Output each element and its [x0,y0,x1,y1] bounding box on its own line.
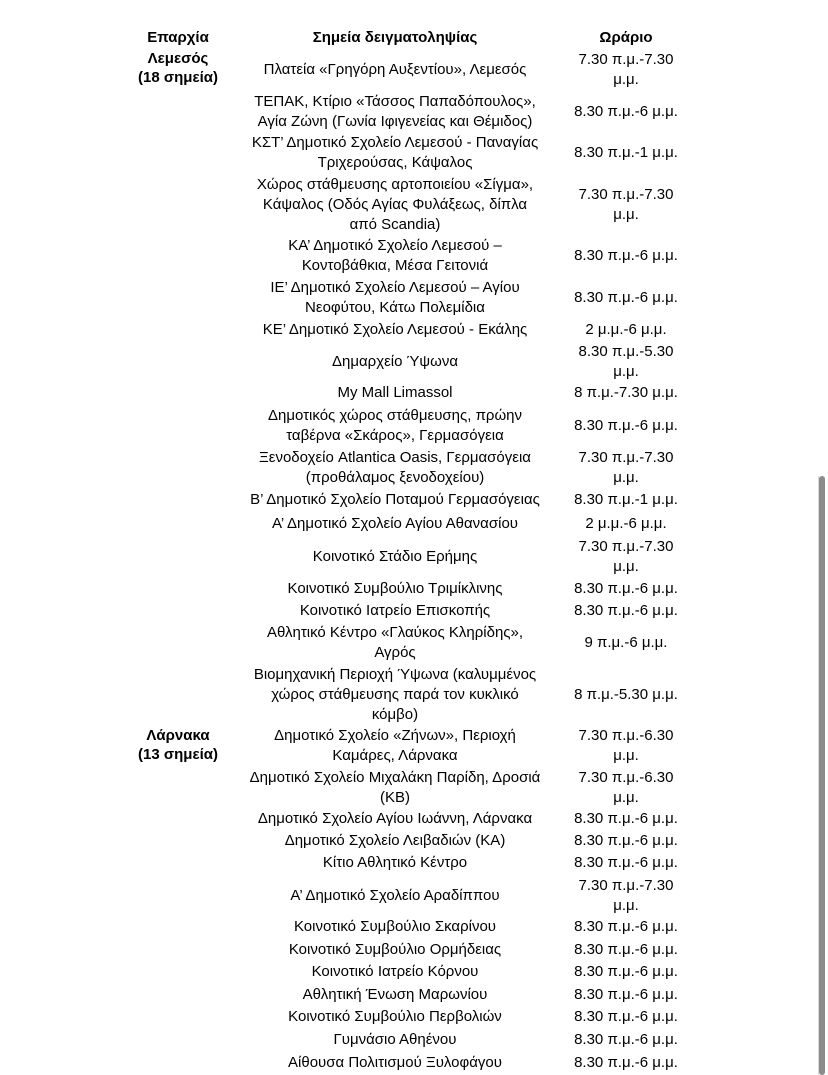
location-cell [226,1052,564,1074]
location-line: Πλατεία «Γρηγόρη Αυξεντίου», Λεμεσός [263,61,527,78]
location-cell [226,319,564,341]
hours-line: 7.30 π.μ.-7.30 [578,51,674,68]
location-line: ΚΑ’ Δημοτικό Σχολείο Λεμεσού – [288,237,502,254]
location-line: Δημοτικό Σχολείο Λειβαδιών (ΚΑ) [284,832,506,849]
location-cell [226,830,564,852]
region-label-line: Λεμεσός [147,50,209,67]
hours-line: 8.30 π.μ.-6 μ.μ. [574,1008,678,1025]
location-line: (προθάλαμος ξενοδοχείου) [305,469,485,486]
location-line: Καμάρες, Λάρνακα [332,747,458,764]
hours-cell [566,725,686,767]
location-cell [226,961,564,983]
hours-cell [566,513,686,535]
location-cell [226,91,564,133]
hours-cell [566,852,686,874]
hours-cell [566,49,686,91]
hours-line: 9 π.μ.-6 μ.μ. [584,634,668,651]
location-line: Α’ Δημοτικό Σχολείο Αραδίππου [290,887,500,904]
location-line: κόμβο) [371,706,419,723]
hours-cell [566,132,686,174]
location-line: χώρος στάθμευσης παρά τον κυκλικό [271,686,519,703]
location-line: My Mall Limassol [337,384,453,401]
hours-cell [566,622,686,664]
location-line: Κοντοβάθκια, Μέσα Γειτονιά [301,257,489,274]
hours-line: μ.μ. [613,469,639,486]
hours-line: 7.30 π.μ.-7.30 [578,538,674,555]
hours-cell [566,1029,686,1051]
hours-cell [566,174,686,236]
hours-line: μ.μ. [613,897,639,914]
location-line: Κοινοτικό Ιατρείο Κόρνου [311,963,479,980]
hours-cell [566,1052,686,1074]
hours-line: 8.30 π.μ.-6 μ.μ. [574,580,678,597]
hours-line: 8 π.μ.-5.30 μ.μ. [574,686,678,703]
hours-cell [566,664,686,726]
location-cell [226,600,564,622]
hours-cell [566,578,686,600]
location-cell [226,341,564,383]
hours-line: 8.30 π.μ.-6 μ.μ. [574,417,678,434]
location-line: ΚΣΤ’ Δημοτικό Σχολείο Λεμεσού - Παναγίας [251,134,539,151]
location-line: Χώρος στάθμευσης αρτοποιείου «Σίγμα», [256,176,534,193]
location-line: Κοινοτικό Συμβούλιο Σκαρίνου [293,918,497,935]
header-region [128,28,228,48]
location-cell [226,578,564,600]
hours-line: 8.30 π.μ.-1 μ.μ. [574,491,678,508]
location-line: από Scandia) [349,216,441,233]
location-cell [226,916,564,938]
location-cell [226,875,564,917]
location-line: Κοινοτικό Συμβούλιο Τριμίκλινης [287,580,503,597]
hours-cell [566,382,686,404]
hours-line: 7.30 π.μ.-7.30 [578,449,674,466]
hours-cell [566,319,686,341]
hours-line: 2 μ.μ.-6 μ.μ. [585,321,667,338]
location-cell [226,767,564,809]
location-line: Κοινοτικό Συμβούλιο Περβολιών [288,1008,502,1025]
region-label-line: Λάρνακα [146,727,210,744]
location-line: Γυμνάσιο Αθηένου [333,1031,457,1048]
hours-line: 7.30 π.μ.-7.30 [578,186,674,203]
location-cell [226,808,564,830]
hours-line: 8.30 π.μ.-6 μ.μ. [574,1031,678,1048]
location-line: Αθλητικό Κέντρο «Γλαύκος Κληρίδης», [266,624,524,641]
hours-line: 8.30 π.μ.-6 μ.μ. [574,854,678,871]
region-label [128,49,228,87]
location-line: Β’ Δημοτικό Σχολείο Ποταμού Γερμασόγειας [250,491,540,508]
location-cell [226,513,564,535]
hours-line: 7.30 π.μ.-7.30 [578,877,674,894]
location-line: Αθλητική Ένωση Μαρωνίου [302,986,488,1003]
location-cell [226,174,564,236]
hours-cell [566,600,686,622]
scrollbar-thumb[interactable] [819,476,825,1075]
hours-line: 8.30 π.μ.-6 μ.μ. [574,963,678,980]
location-cell [226,132,564,174]
hours-line: 8.30 π.μ.-6 μ.μ. [574,810,678,827]
location-cell [226,235,564,277]
hours-line: 8.30 π.μ.-6 μ.μ. [574,1054,678,1071]
hours-line: μ.μ. [613,206,639,223]
hours-line: 8.30 π.μ.-6 μ.μ. [574,941,678,958]
hours-cell [566,939,686,961]
location-line: Κίτιο Αθλητικό Κέντρο [322,854,468,871]
hours-cell [566,916,686,938]
hours-line: μ.μ. [613,363,639,380]
location-cell [226,405,564,447]
region-label-line: (13 σημεία) [138,746,218,763]
hours-cell [566,405,686,447]
hours-cell [566,341,686,383]
hours-cell [566,1006,686,1028]
hours-cell [566,875,686,917]
location-line: Ξενοδοχείο Atlantica Oasis, Γερμασόγεια [259,449,531,466]
hours-cell [566,489,686,511]
location-cell [226,939,564,961]
region-label-line: (18 σημεία) [138,69,218,86]
location-line: ΚΕ’ Δημοτικό Σχολείο Λεμεσού - Εκάλης [262,321,528,338]
location-line: ΙΕ’ Δημοτικό Σχολείο Λεμεσού – Αγίου [270,279,520,296]
location-cell [226,664,564,726]
hours-cell [566,961,686,983]
location-line: (ΚΒ) [380,789,410,806]
hours-cell [566,235,686,277]
location-cell [226,382,564,404]
location-cell [226,725,564,767]
hours-line: 2 μ.μ.-6 μ.μ. [585,515,667,532]
location-line: Δημαρχείο Ύψωνα [331,353,459,370]
hours-line: 8.30 π.μ.-6 μ.μ. [574,986,678,1003]
hours-line: 8.30 π.μ.-6 μ.μ. [574,247,678,264]
hours-cell [566,447,686,489]
location-line: Δημοτικό Σχολείο «Ζήνων», Περιοχή [274,727,516,744]
location-line: Τριχερούσας, Κάψαλος [317,154,473,171]
location-cell [226,447,564,489]
location-line: Αγρός [374,644,416,661]
header-region-text: Επαρχία [147,29,209,46]
hours-line: 8 π.μ.-7.30 μ.μ. [574,384,678,401]
location-line: Κοινοτικό Συμβούλιο Ορμήδειας [288,941,502,958]
location-line: Αγία Ζώνη (Γωνία Ιφιγενείας και Θέμιδος) [257,113,533,130]
location-line: Δημοτικό Σχολείο Αγίου Ιωάννη, Λάρνακα [257,810,533,827]
location-cell [226,984,564,1006]
location-line: Δημοτικός χώρος στάθμευσης, πρώην [267,407,523,424]
header-hours: Ωράριο [599,29,653,46]
location-line: Δημοτικό Σχολείο Μιχαλάκη Παρίδη, Δροσιά [249,769,541,786]
hours-cell [566,277,686,319]
hours-cell [566,767,686,809]
location-line: Κοινοτικό Ιατρείο Επισκοπής [299,602,491,619]
location-cell [226,536,564,578]
hours-line: 8.30 π.μ.-6 μ.μ. [574,918,678,935]
hours-line: 8.30 π.μ.-6 μ.μ. [574,289,678,306]
hours-line: μ.μ. [613,71,639,88]
header-location: Σημεία δειγματοληψίας [312,29,478,46]
location-cell [226,852,564,874]
location-line: Α’ Δημοτικό Σχολείο Αγίου Αθανασίου [271,515,518,532]
hours-line: 8.30 π.μ.-6 μ.μ. [574,602,678,619]
location-line: Κοινοτικό Στάδιο Ερήμης [312,548,478,565]
location-cell [226,622,564,664]
hours-line: μ.μ. [613,789,639,806]
hours-line: 7.30 π.μ.-6.30 [578,769,674,786]
hours-cell [566,536,686,578]
hours-line: μ.μ. [613,747,639,764]
location-line: ΤΕΠΑΚ, Κτίριο «Τάσσος Παπαδόπουλος», [254,93,536,110]
hours-cell [566,830,686,852]
hours-line: 8.30 π.μ.-6 μ.μ. [574,832,678,849]
location-line: Κάψαλος (Οδός Αγίας Φυλάξεως, δίπλα [262,196,528,213]
region-label [128,726,228,764]
location-cell [226,1029,564,1051]
hours-line: 8.30 π.μ.-1 μ.μ. [574,144,678,161]
location-cell [226,277,564,319]
location-cell [226,1006,564,1028]
location-line: Νεοφύτου, Κάτω Πολεμίδια [305,299,485,316]
hours-cell [566,984,686,1006]
hours-line: 7.30 π.μ.-6.30 [578,727,674,744]
location-line: Βιομηχανική Περιοχή Ύψωνα (καλυμμένος [253,666,537,683]
hours-line: 8.30 π.μ.-5.30 [578,343,674,360]
hours-cell [566,91,686,133]
location-cell [226,489,564,511]
hours-cell [566,808,686,830]
location-line: Αίθουσα Πολιτισμού Ξυλοφάγου [288,1054,502,1071]
location-cell [226,49,564,91]
location-line: ταβέρνα «Σκάρος», Γερμασόγεια [286,427,504,444]
hours-line: 8.30 π.μ.-6 μ.μ. [574,103,678,120]
hours-line: μ.μ. [613,558,639,575]
